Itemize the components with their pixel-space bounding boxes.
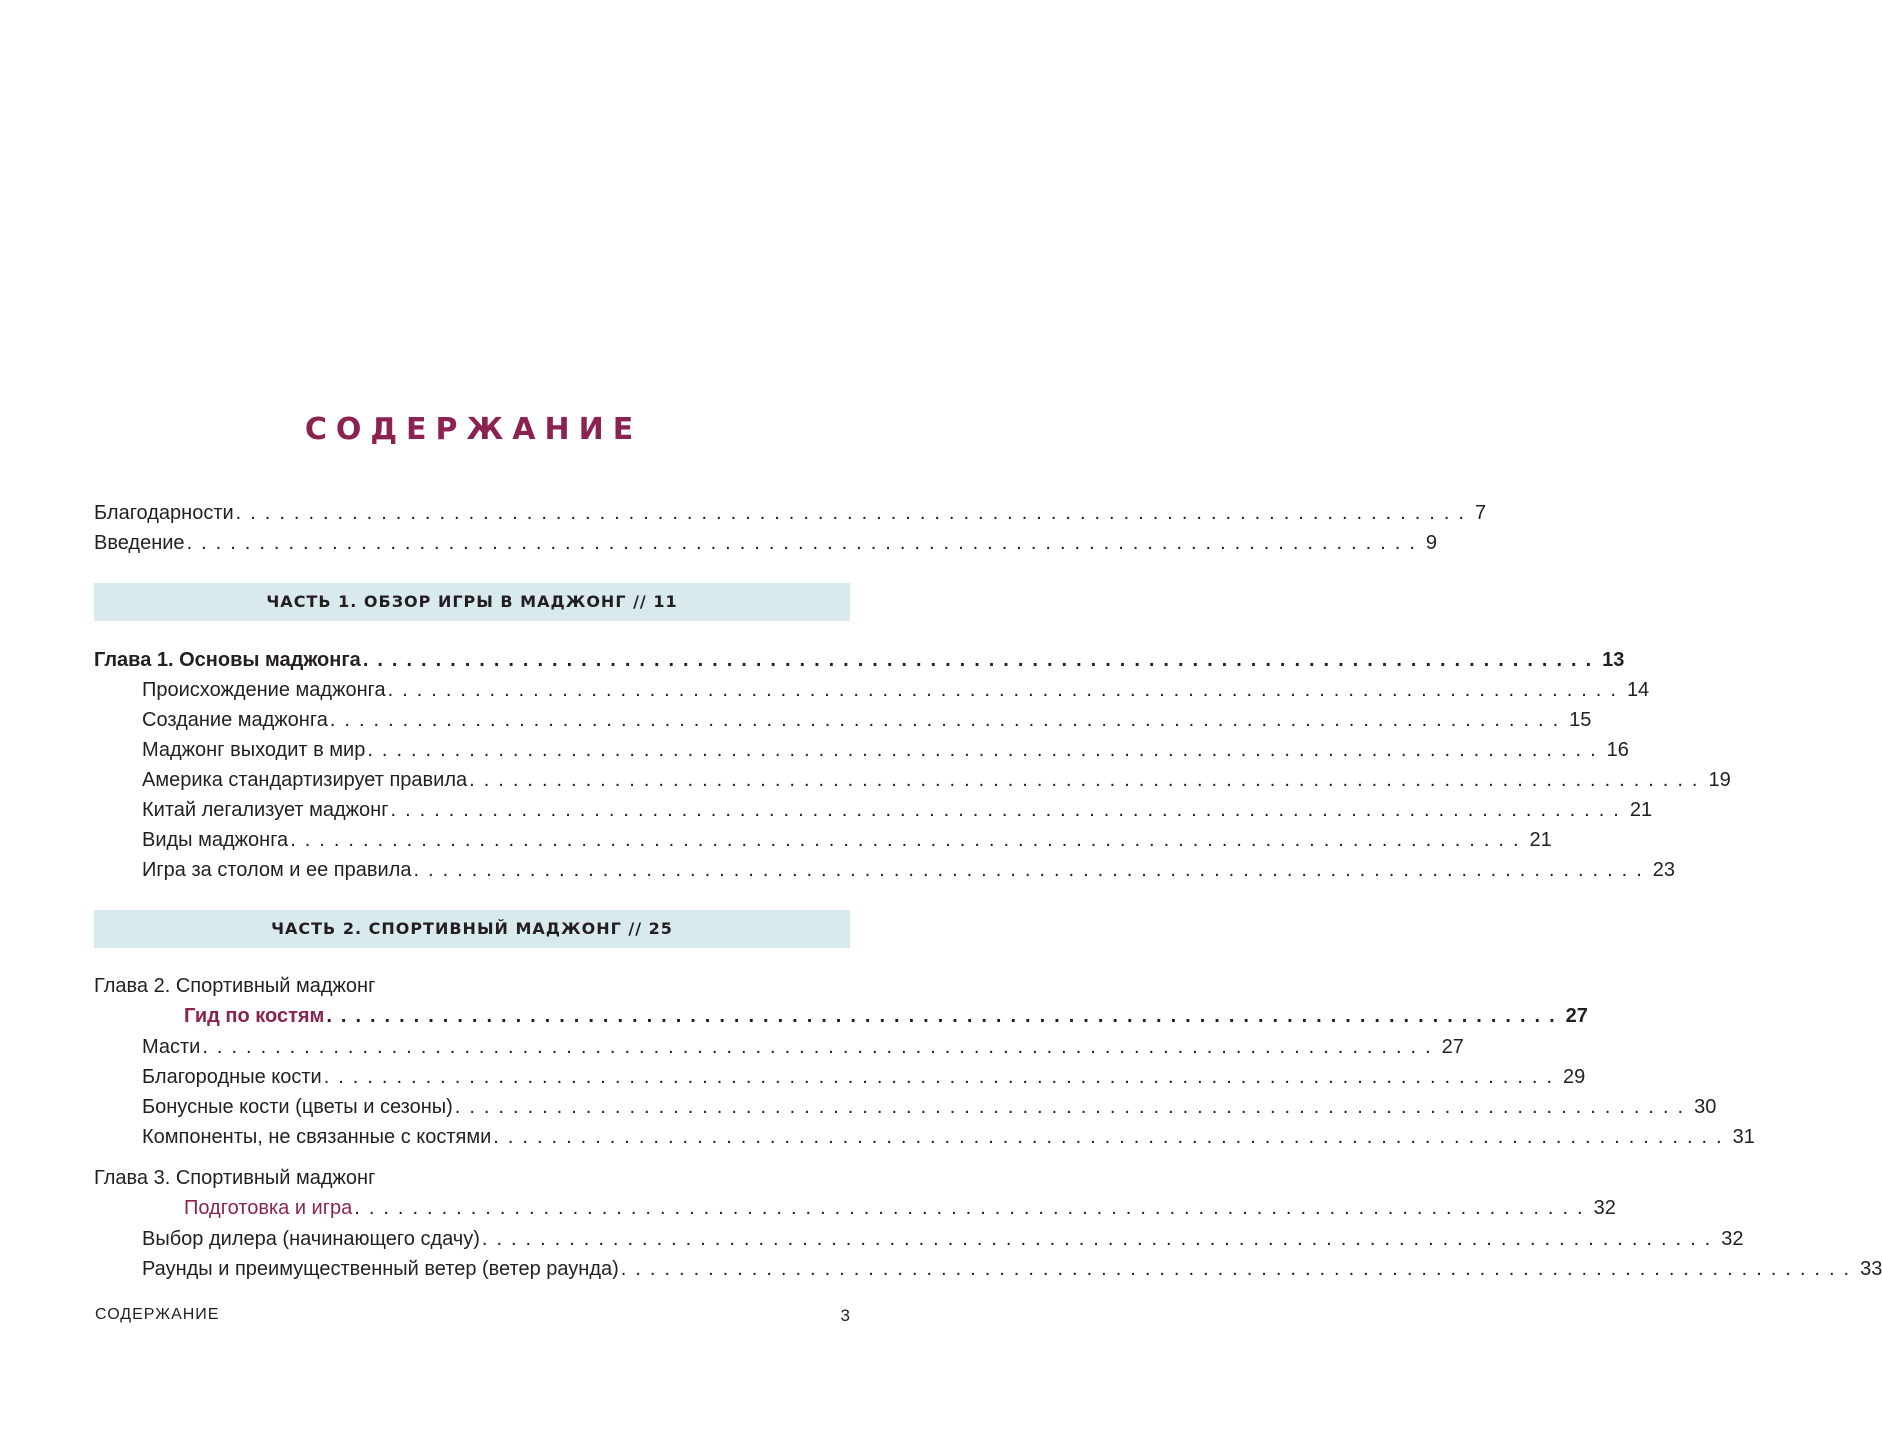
dot-leader: ..................................................................................... <box>290 829 1528 851</box>
toc-entry-label: Раунды и преимущественный ветер (ветер раунда) <box>142 1258 619 1280</box>
toc-entry-page: 32 <box>1593 1197 1616 1219</box>
dot-leader: ..................................................................................... <box>493 1126 1731 1148</box>
toc-section[interactable] <box>142 1122 1755 1152</box>
toc-entry-label: Китай легализует маджонг <box>142 799 389 821</box>
dot-leader: ..................................................................................... <box>362 649 1601 671</box>
toc-section[interactable] <box>142 795 1653 825</box>
toc-entry-page: 7 <box>1474 502 1487 524</box>
toc-chapter-3[interactable] <box>184 1193 1616 1223</box>
toc-section[interactable] <box>142 1224 1744 1254</box>
toc-entry-label: Выбор дилера (начинающего сдачу) <box>142 1228 480 1250</box>
toc-entry-page: 32 <box>1721 1228 1744 1250</box>
page-title: СОДЕРЖАНИЕ <box>304 412 643 447</box>
toc-entry-page: 27 <box>1565 1005 1588 1027</box>
dot-leader: ..................................................................................... <box>323 1066 1562 1088</box>
dot-leader: ..................................................................................... <box>481 1228 1720 1250</box>
toc-chapter-3-heading <box>94 1163 850 1193</box>
part-1-banner[interactable]: ЧАСТЬ 1. ОБЗОР ИГРЫ В МАДЖОНГ // 11 <box>94 583 850 621</box>
toc-entry-page: 33 <box>1860 1258 1882 1280</box>
dot-leader: ..................................................................................... <box>454 1096 1693 1118</box>
dot-leader: ..................................................................................... <box>367 739 1605 761</box>
toc-entry-label: Виды маджонга <box>142 829 289 851</box>
toc-entry-label: Благородные кости <box>142 1066 322 1088</box>
toc-entry-label: Глава 2. Спортивный маджонг <box>94 975 376 997</box>
dot-leader: ..................................................................................... <box>390 799 1628 821</box>
toc-section[interactable] <box>142 1062 1586 1092</box>
toc-chapter-1[interactable] <box>94 645 1625 675</box>
toc-section[interactable] <box>142 825 1552 855</box>
dot-leader: ..................................................................................... <box>186 532 1424 554</box>
toc-entry[interactable] <box>94 528 1438 558</box>
toc-entry-label: Создание маджонга <box>142 709 328 731</box>
toc-section[interactable] <box>142 1254 1882 1284</box>
toc-entry-page: 9 <box>1425 532 1438 554</box>
toc-entry-label: Масти <box>142 1036 201 1058</box>
toc-entry-subtitle: Гид по костям <box>184 1005 325 1027</box>
toc-entry-page: 19 <box>1708 769 1731 791</box>
dot-leader: ..................................................................................... <box>354 1197 1592 1219</box>
toc-entry-page: 13 <box>1602 649 1625 671</box>
toc-entry-page: 21 <box>1529 829 1552 851</box>
toc-entry-label: Благодарности <box>94 502 234 524</box>
toc-entry-label: Введение <box>94 532 185 554</box>
toc-section[interactable] <box>142 765 1731 795</box>
toc-entry-label: Происхождение маджонга <box>142 679 386 701</box>
toc-entry-label: Компоненты, не связанные с костями <box>142 1126 492 1148</box>
dot-leader: ..................................................................................... <box>235 502 1473 524</box>
running-head: СОДЕРЖАНИЕ <box>95 1306 220 1323</box>
dot-leader: ..................................................................................... <box>387 679 1625 701</box>
toc-section[interactable] <box>142 735 1629 765</box>
part-2-banner[interactable]: ЧАСТЬ 2. СПОРТИВНЫЙ МАДЖОНГ // 25 <box>94 910 850 948</box>
toc-entry-page: 14 <box>1626 679 1650 701</box>
toc-entry[interactable] <box>94 498 1487 528</box>
toc-section[interactable] <box>142 705 1592 735</box>
toc-section[interactable] <box>142 675 1650 705</box>
toc-entry-label: Маджонг выходит в мир <box>142 739 366 761</box>
toc-chapter-2-heading <box>94 971 850 1001</box>
page-number: 3 <box>840 1306 850 1325</box>
toc-entry-page: 23 <box>1652 859 1676 881</box>
toc-entry-subtitle: Подготовка и игра <box>184 1197 353 1219</box>
toc-entry-page: 29 <box>1563 1066 1586 1088</box>
toc-entry-page: 30 <box>1694 1096 1717 1118</box>
toc-entry-label: Игра за столом и ее правила <box>142 859 412 881</box>
toc-entry-page: 31 <box>1732 1126 1755 1148</box>
toc-entry-label: Глава 3. Спортивный маджонг <box>94 1167 376 1189</box>
toc-chapter-2[interactable] <box>184 1001 1588 1031</box>
toc-section[interactable] <box>142 1032 1464 1062</box>
toc-entry-page: 16 <box>1606 739 1629 761</box>
toc-entry-page: 27 <box>1441 1036 1464 1058</box>
toc-section[interactable] <box>142 1092 1717 1122</box>
toc-section[interactable] <box>142 855 1676 885</box>
toc-entry-page: 21 <box>1629 799 1653 821</box>
dot-leader: ..................................................................................... <box>469 769 1707 791</box>
dot-leader: ..................................................................................... <box>202 1036 1440 1058</box>
toc-entry-label: Бонусные кости (цветы и сезоны) <box>142 1096 453 1118</box>
dot-leader: ..................................................................................... <box>329 709 1568 731</box>
dot-leader: ..................................................................................... <box>620 1258 1859 1280</box>
dot-leader: ..................................................................................... <box>413 859 1651 881</box>
dot-leader: ..................................................................................... <box>326 1005 1564 1027</box>
toc-entry-label: Америка стандартизирует правила <box>142 769 468 791</box>
toc-entry-page: 15 <box>1569 709 1592 731</box>
toc-entry-label: Глава 1. Основы маджонга <box>94 649 361 671</box>
